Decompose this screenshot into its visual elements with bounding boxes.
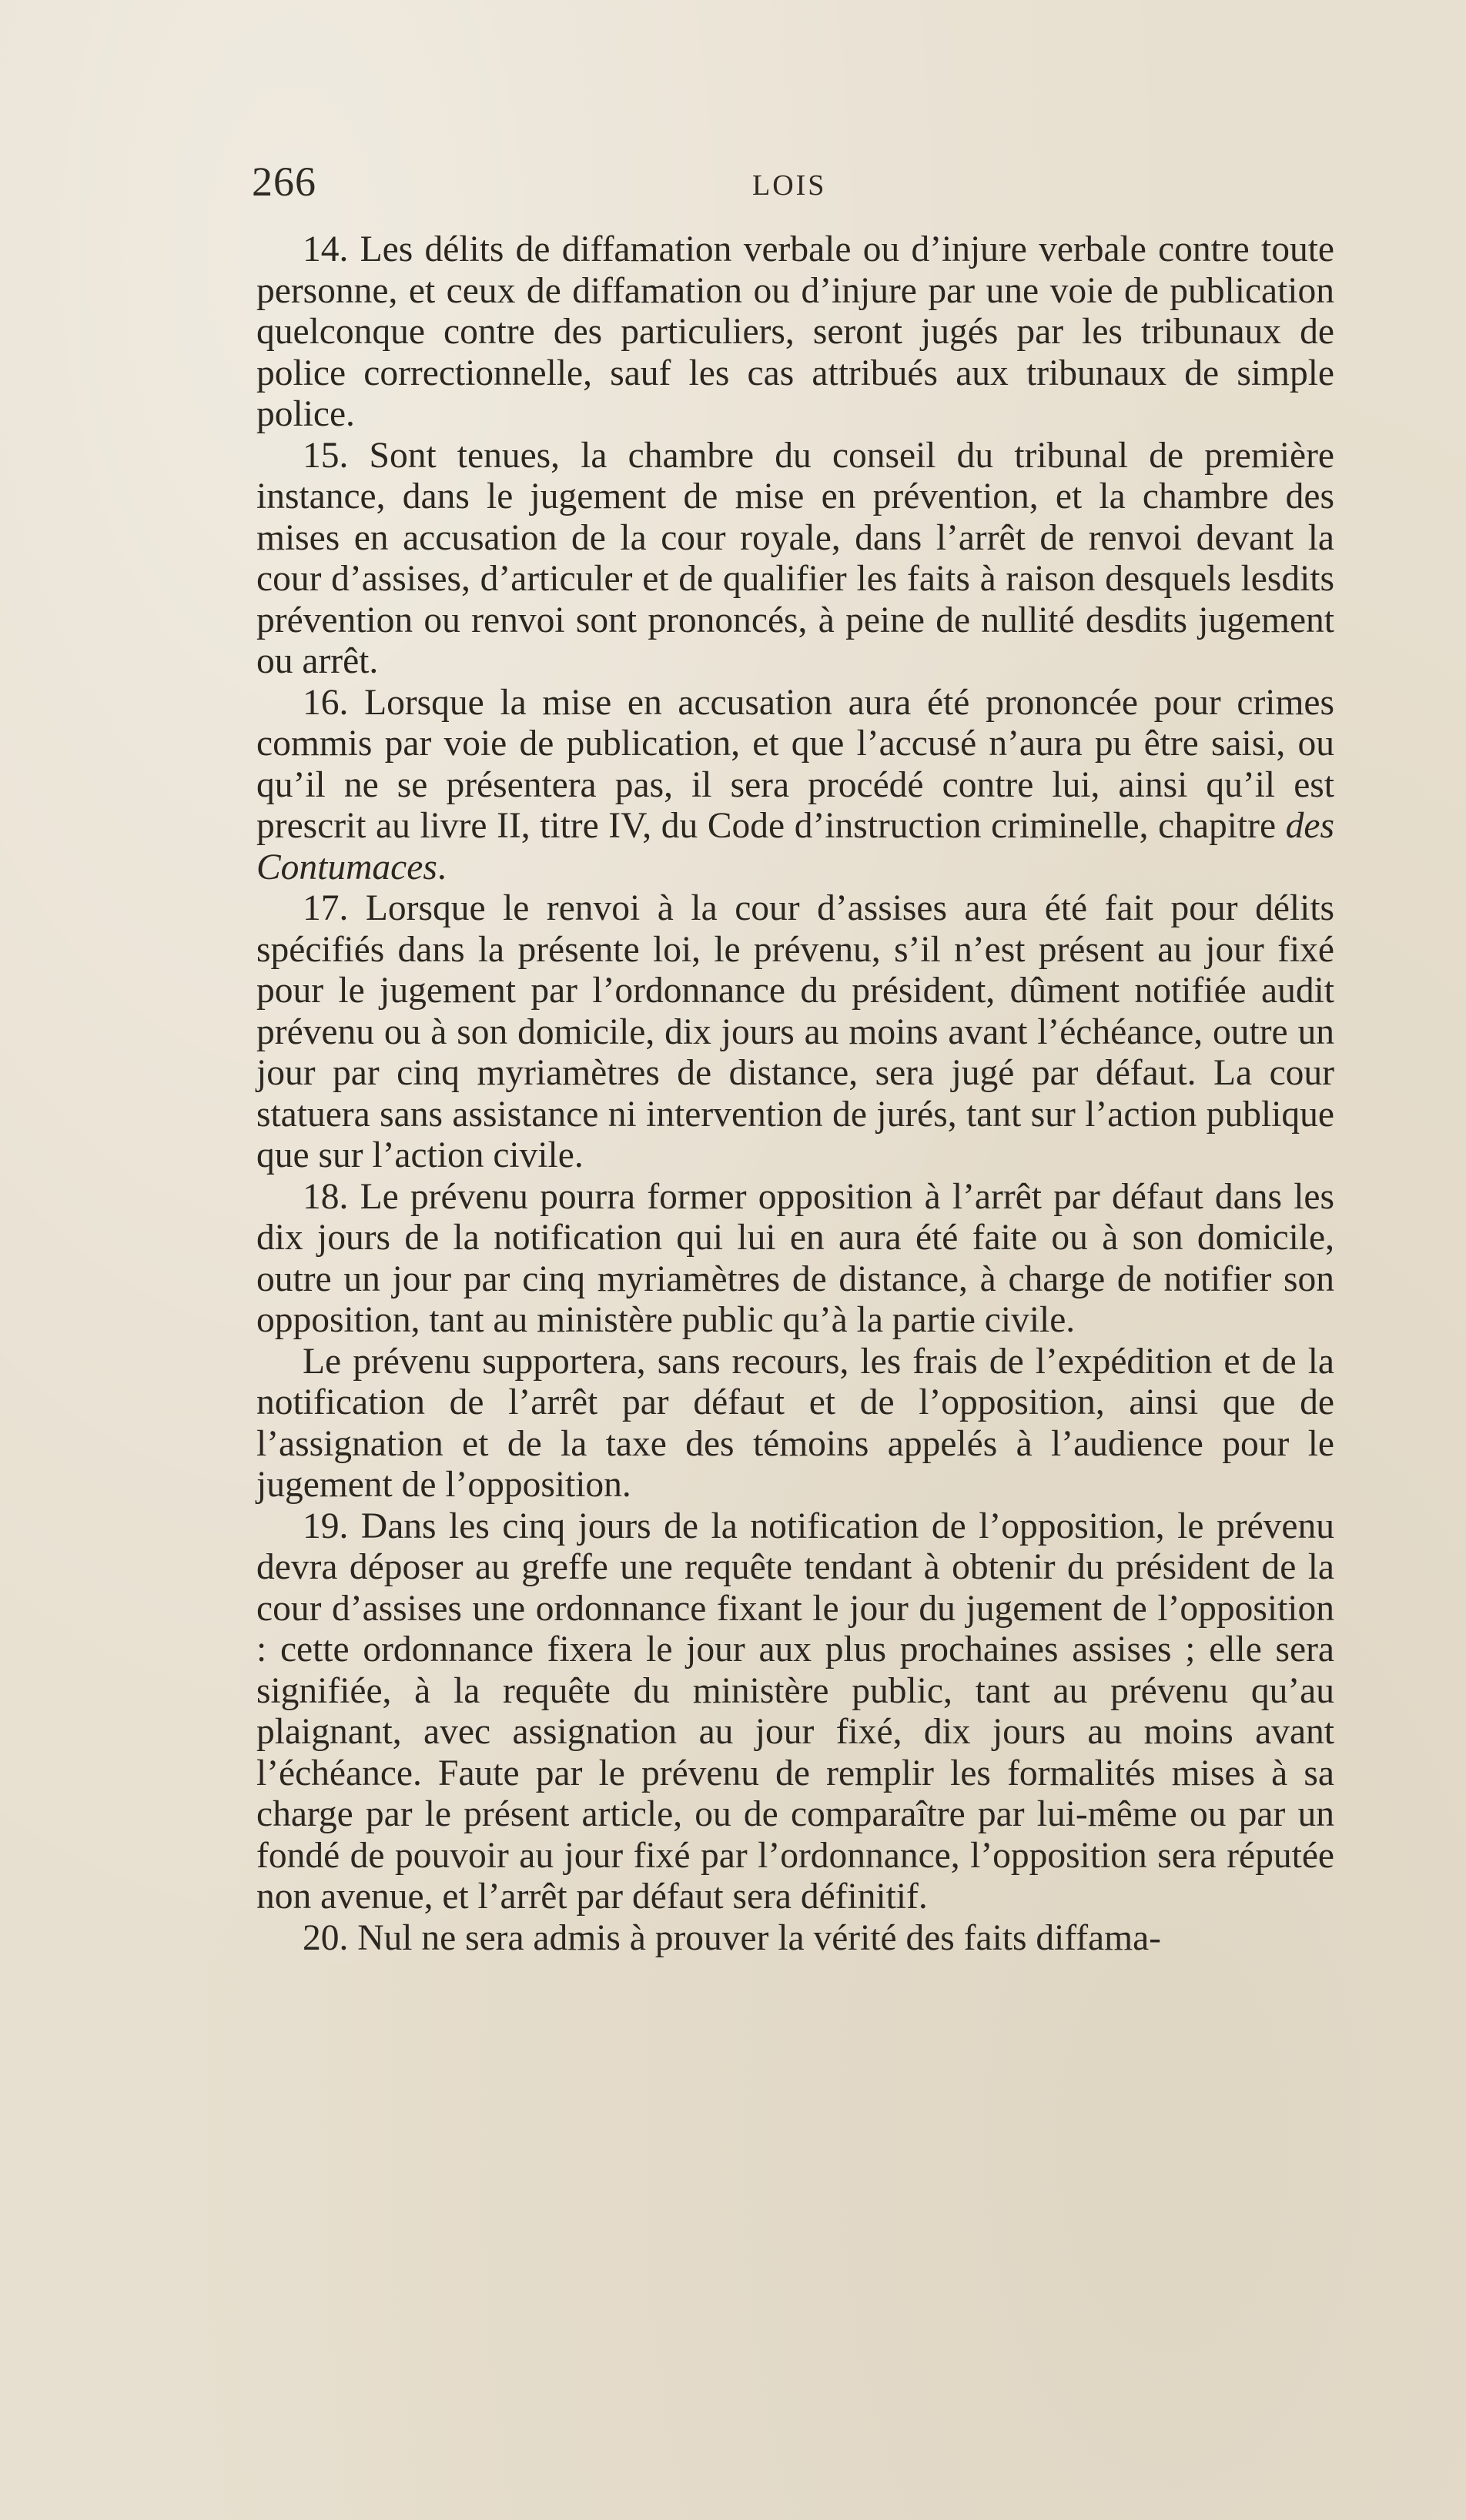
article-20: 20. Nul ne sera admis à prouver la vérité des faits diffama- [303,1917,1161,1958]
article-19: 19. Dans les cinq jours de la notification de l’opposition, le prévenu devra déposer au greffe une requête tendant à obtenir du président de la cour d’assises une ordonnance fixant le jour du jugement de l’opposition : cette ordonnance fixera le jour aux plus prochaines assises ; elle sera signifiée, à la requête du ministère public, tant au prévenu qu’au plaignant, avec assignation au jour fixé, dix jours au moins avant l’échéance. Faute par le prévenu de remplir les formalités mises à sa charge par le présent article, ou de comparaître par lui-même ou par un fondé de pouvoir au jour fixé par l’ordonnance, l’opposition sera réputée non avenue, et l’arrêt par défaut sera définitif. [256,1506,1334,1917]
article-14: 14. Les délits de diffamation verbale ou d’injure verbale contre toute personne, et ceux de diffamation ou d’injure par une voie de publication quelconque contre des particuliers, seront jugés par les tribunaux de police correctionnelle, sauf les cas attribués aux tribunaux de simple police. [256,229,1334,434]
italic-chapter-title: des Contumaces [256,806,1334,887]
article-15: 15. Sont tenues, la chambre du conseil du tribunal de première instance, dans le jugement de mise en prévention, et la chambre des mises en accusation de la cour royale, dans l’arrêt de renvoi devant la cour d’assises, d’articuler et de qualifier les faits à raison desquels lesdits prévention ou renvoi sont prononcés, à peine de nullité desdits jugement ou arrêt. [256,435,1334,681]
article-16: 16. Lorsque la mise en accusation aura été prononcée pour crimes commis par voie de publication, et que l’accusé n’aura pu être saisi, ou qu’il ne se présentera pas, il sera procédé contre lui, ainsi qu’il est prescrit au livre II, titre IV, du Code d’instruction criminelle, chapitre des Contumaces. [256,682,1334,887]
page-number: 266 [252,159,316,205]
running-title: LOIS [752,169,827,202]
article-17: 17. Lorsque le renvoi à la cour d’assises aura été fait pour délits spécifiés dans la présente loi, le prévenu, s’il n’est présent au jour fixé pour le jugement par l’ordonnance du président, dûment notifiée audit prévenu ou à son domicile, dix jours au moins avant l’échéance, outre un jour par cinq myriamètres de distance, sera jugé par défaut. La cour statuera sans assistance ni intervention de jurés, tant sur l’action publique que sur l’action civile. [256,888,1334,1175]
page-header [252,158,1330,212]
article-18: 18. Le prévenu pourra former opposition à l’arrêt par défaut dans les dix jours de la notification qui lui en aura été faite ou à son domicile, outre un jour par cinq myriamètres de distance, à charge de notifier son opposition, tant au ministère public qu’à la partie civile. [256,1176,1334,1340]
article-18-continued: Le prévenu supportera, sans recours, les frais de l’expédition et de la notification de l’arrêt par défaut et de l’opposition, ainsi que de l’assignation et de la taxe des témoins appelés à l’audience pour le jugement de l’opposition. [256,1341,1334,1505]
body-text [256,229,1334,1959]
